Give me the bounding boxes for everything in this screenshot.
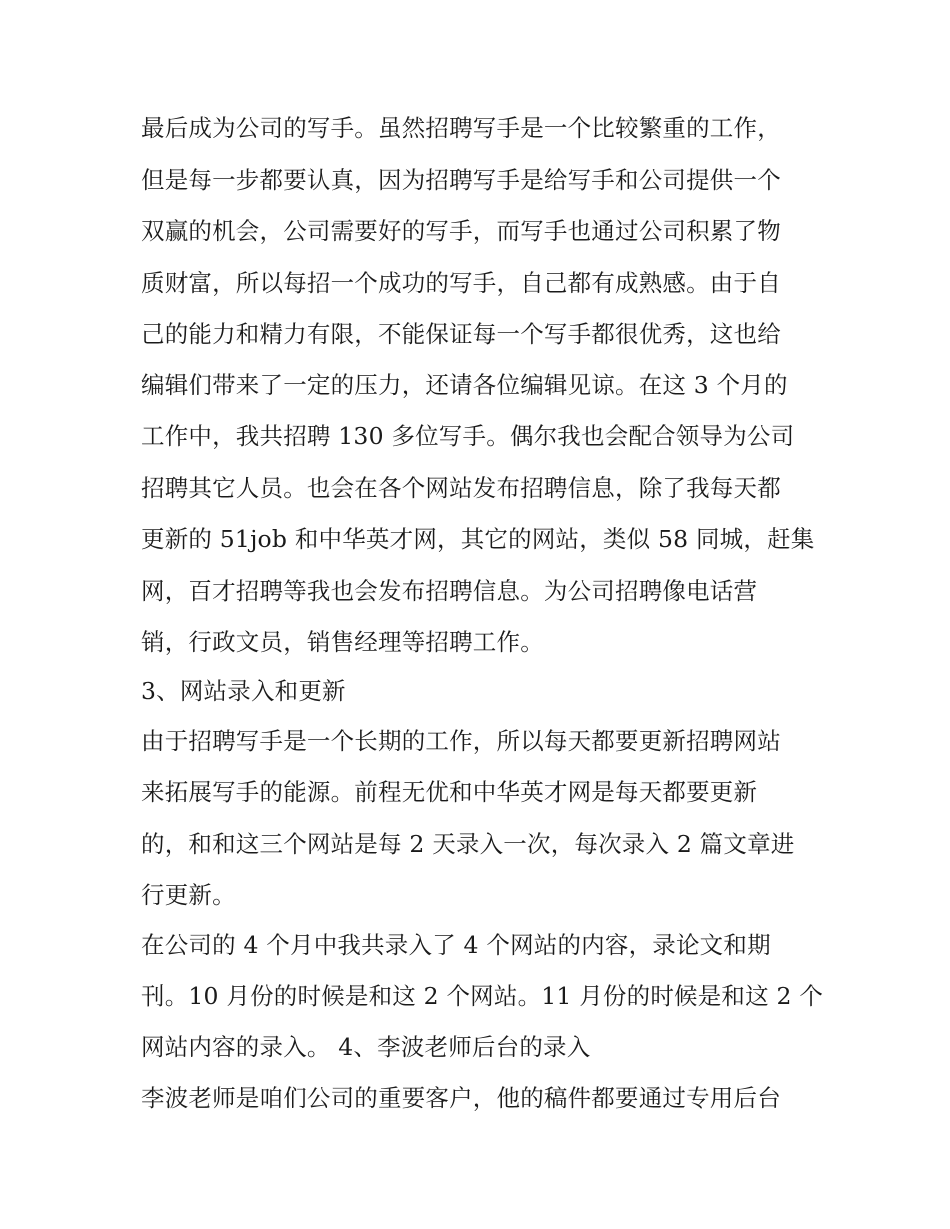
text-line: 刊。10 月份的时候是和这 2 个网站。11 月份的时候是和这 2 个: [141, 982, 824, 1010]
text-line: 编辑们带来了一定的压力，还请各位编辑见谅。在这 3 个月的: [141, 371, 788, 399]
text-line: 由于招聘写手是一个长期的工作，所以每天都要更新招聘网站: [141, 727, 781, 755]
text-line: 销，行政文员，销售经理等招聘工作。: [141, 628, 544, 656]
text-line: 网，百才招聘等我也会发布招聘信息。为公司招聘像电话营: [141, 577, 758, 605]
text-line: 但是每一步都要认真，因为招聘写手是给写手和公司提供一个: [141, 166, 781, 194]
section-heading: 3、网站录入和更新: [141, 677, 346, 705]
text-line: 更新的 51job 和中华英才网，其它的网站，类似 58 同城，赶集: [141, 525, 815, 553]
text-line: 最后成为公司的写手。虽然招聘写手是一个比较繁重的工作，: [141, 114, 781, 142]
text-line: 李波老师是咱们公司的重要客户，他的稿件都要通过专用后台: [141, 1084, 781, 1112]
text-line: 己的能力和精力有限，不能保证每一个写手都很优秀，这也给: [141, 320, 781, 348]
text-line: 行更新。: [141, 881, 236, 909]
text-line: 来拓展写手的能源。前程无优和中华英才网是每天都要更新: [141, 778, 758, 806]
text-line: 在公司的 4 个月中我共录入了 4 个网站的内容，录论文和期: [141, 931, 771, 959]
text-line: 双赢的机会，公司需要好的写手，而写手也通过公司积累了物: [141, 217, 781, 245]
text-line: 网站内容的录入。 4、李波老师后台的录入: [141, 1033, 591, 1061]
text-line: 招聘其它人员。也会在各个网站发布招聘信息，除了我每天都: [141, 474, 781, 502]
text-line: 质财富，所以每招一个成功的写手，自己都有成熟感。由于自: [141, 269, 781, 297]
text-line: 的，和和这三个网站是每 2 天录入一次，每次录入 2 篇文章进: [141, 830, 795, 858]
text-line: 工作中，我共招聘 130 多位写手。偶尔我也会配合领导为公司: [141, 422, 795, 450]
